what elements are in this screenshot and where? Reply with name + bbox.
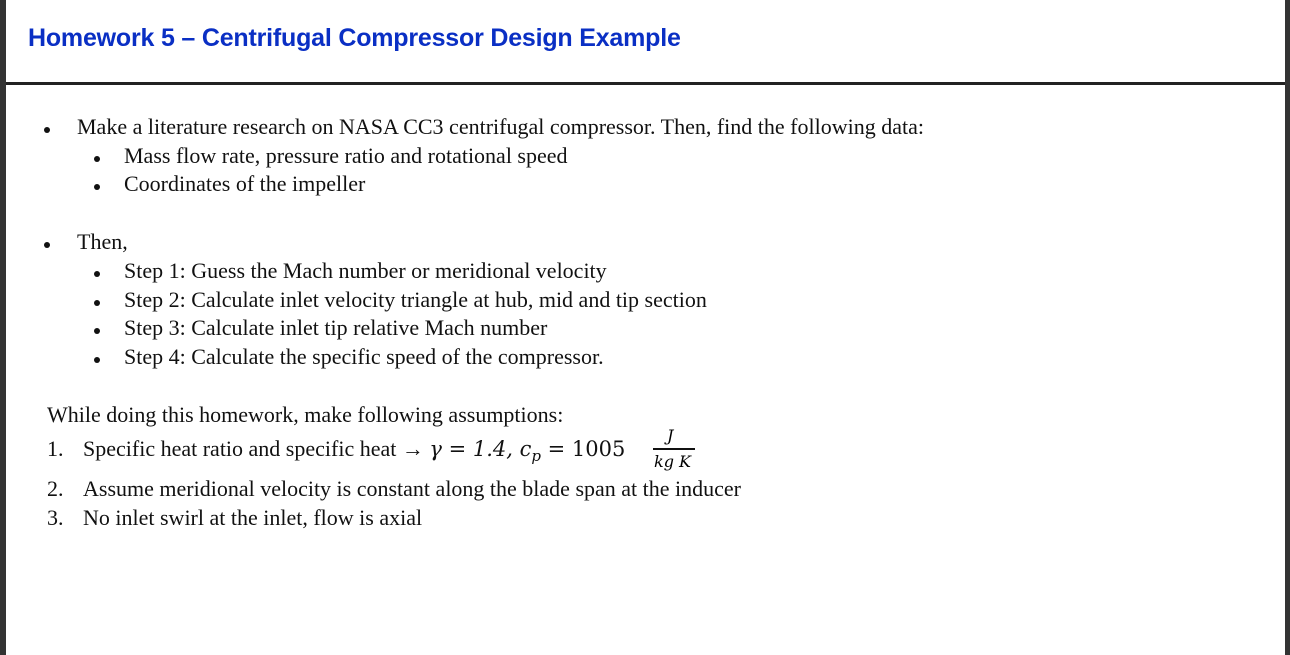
slide-title: Homework 5 – Centrifugal Compressor Design Example bbox=[28, 24, 681, 52]
bullet-icon bbox=[94, 156, 100, 162]
bullet-icon bbox=[94, 184, 100, 190]
window-frame-right bbox=[1285, 0, 1290, 655]
fraction-numerator: J bbox=[667, 426, 674, 445]
equation bbox=[429, 437, 626, 466]
bullet-icon bbox=[44, 242, 50, 248]
equation-rhs: = 1005 bbox=[540, 437, 626, 461]
bullet-icon bbox=[94, 300, 100, 306]
section2-item: Step 3: Calculate inlet tip relative Mach number bbox=[124, 315, 548, 340]
section1-item: Mass flow rate, pressure ratio and rotational speed bbox=[124, 143, 568, 168]
section2-lead: Then, bbox=[77, 229, 128, 254]
title-divider bbox=[6, 82, 1285, 85]
fraction-bar bbox=[653, 448, 695, 450]
section2-item: Step 4: Calculate the specific speed of the compressor. bbox=[124, 344, 604, 369]
bullet-icon bbox=[94, 271, 100, 277]
bullet-icon bbox=[94, 357, 100, 363]
assumption-text-label: Specific heat ratio and specific heat → bbox=[83, 436, 430, 461]
section2-item: Step 2: Calculate inlet velocity triangle at hub, mid and tip section bbox=[124, 287, 707, 312]
bullet-icon bbox=[94, 328, 100, 334]
section1-item: Coordinates of the impeller bbox=[124, 171, 366, 196]
slide bbox=[6, 0, 1285, 655]
assumption-number: 1. bbox=[47, 436, 64, 461]
bullet-icon bbox=[44, 127, 50, 133]
equation-subscript: p bbox=[531, 447, 541, 466]
assumption-text: No inlet swirl at the inlet, flow is axial bbox=[83, 505, 423, 530]
assumption-text bbox=[83, 436, 625, 465]
equation-lhs: γ = 1.4, c bbox=[429, 437, 532, 461]
fraction-denominator: kg K bbox=[654, 452, 691, 471]
assumption-text: Assume meridional velocity is constant along the blade span at the inducer bbox=[83, 476, 741, 501]
assumptions-intro: While doing this homework, make following assumptions: bbox=[47, 402, 564, 427]
section2-item: Step 1: Guess the Mach number or meridional velocity bbox=[124, 258, 607, 283]
assumption-number: 2. bbox=[47, 476, 64, 501]
assumption-number: 3. bbox=[47, 505, 64, 530]
section1-lead: Make a literature research on NASA CC3 centrifugal compressor. Then, find the following data: bbox=[77, 114, 924, 139]
